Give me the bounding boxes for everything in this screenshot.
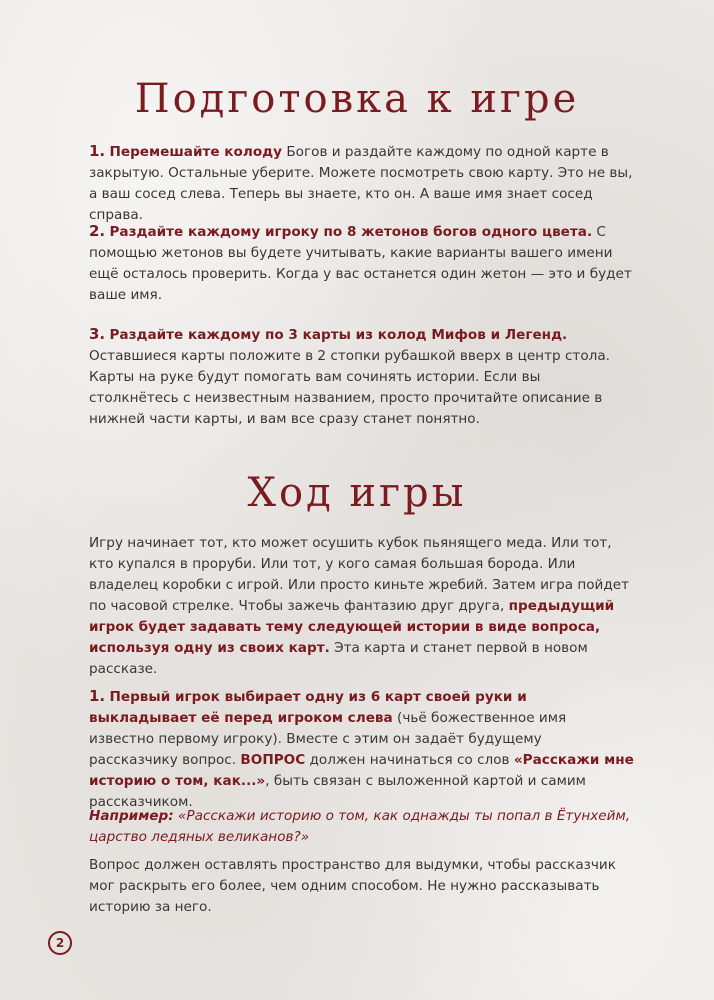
- gameplay-intro: [89, 533, 634, 680]
- prep-step-3: [89, 324, 634, 430]
- example-block: [89, 806, 634, 848]
- prep-step-3-text: Оставшиеся карты положите в 2 стопки рубашкой вверх в центр стола. Карты на руке будут помогать вам сочинять истории. Если вы столкнётесь с неизвестным названием, просто прочитайте описание в нижней части карты, и вам все сразу станет понятно.: [89, 348, 610, 427]
- gameplay-step-1-question-phrase: «Расскажи мне историю о том, как...»: [89, 752, 634, 789]
- prep-step-1: [89, 141, 634, 226]
- heading-preparation: Подготовка к игре: [134, 76, 580, 122]
- gameplay-step-1-question-word: ВОПРОС: [240, 752, 306, 768]
- gameplay-intro-text-1: Игру начинает тот, кто может осушить кубок пьянящего меда. Или тот, кто купался в проруби. Или тот, у кого самая большая борода. Или владелец коробки с игрой. Или просто киньте жребий. Затем игра пойдет по часовой стрелке. Чтобы зажечь фантазию друг друга,: [89, 535, 630, 614]
- prep-step-2: [89, 221, 634, 306]
- prep-step-1-text: Богов и раздайте каждому по одной карте в закрытую. Остальные уберите. Можете посмотреть свою карту. Это не вы, а ваш сосед слева. Теперь вы знаете, кто он. А ваше имя знает сосед справа.: [89, 144, 633, 223]
- prep-step-1-number: 1.: [89, 142, 106, 160]
- page-number-badge: 2: [48, 931, 72, 955]
- gameplay-step-1-text-1: (чьё божественное имя известно первому игроку). Вместе с этим он задаёт будущему рассказчику вопрос.: [89, 710, 567, 768]
- prep-step-2-bold: Раздайте каждому игроку по 8 жетонов богов одного цвета.: [109, 224, 593, 240]
- heading-gameplay: Ход игры: [247, 470, 467, 516]
- gameplay-step-1-text-3: , быть связан с выложенной картой и самим рассказчиком.: [89, 773, 586, 810]
- prep-step-2-text: С помощью жетонов вы будете учитывать, какие варианты вашего имени ещё осталось проверить. Когда у вас останется один жетон — это и будет ваше имя.: [89, 224, 632, 303]
- closing-paragraph: Вопрос должен оставлять пространство для выдумки, чтобы рассказчик мог раскрыть его более, чем одним способом. Не нужно рассказывать историю за него.: [89, 857, 616, 915]
- gameplay-step-1-bold: Первый игрок выбирает одну из 6 карт своей руки и выкладывает её перед игроком слева: [89, 689, 527, 726]
- gameplay-step-1: [89, 686, 634, 813]
- example-label: Например:: [89, 808, 174, 824]
- gameplay-intro-text-2: Эта карта и станет первой в новом рассказе.: [89, 640, 588, 677]
- gameplay-step-1-text-2: должен начинаться со слов: [305, 752, 514, 768]
- prep-step-2-number: 2.: [89, 222, 106, 240]
- example-text: «Расскажи историю о том, как однажды ты попал в Ётунхейм, царство ледяных великанов?»: [89, 808, 631, 845]
- prep-step-3-number: 3.: [89, 325, 106, 343]
- prep-step-3-bold: Раздайте каждому по 3 карты из колод Мифов и Легенд.: [109, 327, 568, 343]
- gameplay-step-1-number: 1.: [89, 687, 106, 705]
- gameplay-intro-bold: предыдущий игрок будет задавать тему следующей истории в виде вопроса, используя одну из своих карт.: [89, 598, 615, 656]
- prep-step-1-bold: Перемешайте колоду: [109, 144, 283, 160]
